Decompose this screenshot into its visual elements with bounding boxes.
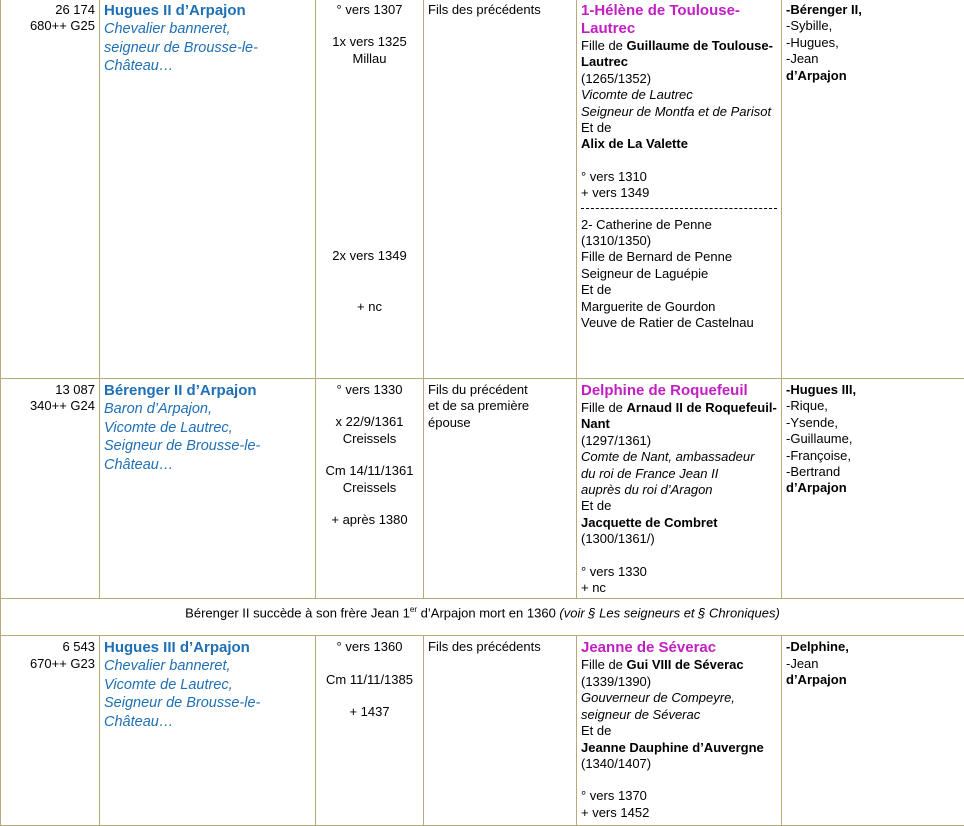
birth-date: ° vers 1360 (320, 639, 419, 655)
contract-date: Cm 11/11/1385 (320, 672, 419, 688)
person-cell (100, 379, 316, 599)
spouse-mother: Jacquette de Combret (581, 515, 777, 531)
note-cell: Bérenger II succède à son frère Jean 1er d’Arpajon mort en 1360 (voir § Les seigneurs et § Chroniques) (1, 599, 964, 636)
person-titles: Chevalier banneret, seigneur de Brousse-le- Château… (104, 20, 311, 76)
divider (581, 208, 777, 209)
table-row (1, 0, 964, 379)
person-titles: Chevalier banneret, Vicomte de Lautrec, Seigneur de Brousse-le- Château… (104, 657, 311, 731)
children-cell: -Bérenger II, -Sybille, -Hugues, -Jean d’Arpajon (782, 0, 964, 379)
generation-code: 680++ G25 (5, 18, 95, 34)
parents-cell: Fils du précédent et de sa première épouse (424, 379, 577, 599)
spouse-father: Guillaume de Toulouse-Lautrec (581, 38, 773, 69)
death-date: + après 1380 (320, 512, 419, 528)
spouse-birth: ° vers 1330 (581, 564, 777, 580)
spouse-father: Arnaud II de Roquefeuil-Nant (581, 400, 777, 431)
spouse-mother: Jeanne Dauphine d’Auvergne (581, 740, 764, 755)
person-cell (100, 0, 316, 379)
spouse-cell: 1-Hélène de Toulouse-Lautrec Fille de Guillaume de Toulouse-Lautrec (1265/1352) Vicomte de Lautrec Seigneur de Montfa et de Parisot Et de Alix de La Valette ° vers 1310 + vers 1349 2- Catherine de Penne (1310/1350) Fille de Bernard de Penne Seigneur de Laguépie Et de Marguerite de Gourdon Veuve de Ratier de Castelnau (577, 0, 782, 379)
sosa-number: 26 174 (5, 2, 95, 18)
spouse-name: 1-Hélène de Toulouse-Lautrec (581, 2, 777, 38)
sosa-cell (1, 636, 100, 826)
second-spouse: 2- Catherine de Penne (1310/1350) Fille de Bernard de Penne Seigneur de Laguépie Et de Marguerite de Gourdon Veuve de Ratier de Castelnau (581, 217, 777, 332)
contract-date: Cm 14/11/1361 (320, 463, 419, 479)
person-name: Hugues II d’Arpajon (104, 2, 311, 20)
spouse-mother: Alix de La Valette (581, 136, 777, 152)
children-cell: -Delphine, -Jean d’Arpajon (782, 636, 964, 826)
spouse-birth: ° vers 1370 (581, 788, 777, 804)
death-date: + 1437 (320, 704, 419, 720)
contract-place: Creissels (320, 480, 419, 496)
person-name: Bérenger II d’Arpajon (104, 382, 311, 400)
sosa-number: 6 543 (5, 639, 95, 655)
sosa-cell (1, 0, 100, 379)
dates-cell (316, 636, 424, 826)
spouse-birth: ° vers 1310 (581, 169, 777, 185)
person-titles: Baron d’Arpajon, Vicomte de Lautrec, Seigneur de Brousse-le- Château… (104, 400, 311, 474)
spouse-death: + nc (581, 580, 777, 596)
second-marriage-date: 2x vers 1349 (320, 248, 419, 264)
birth-date: ° vers 1330 (320, 382, 419, 398)
spouse-cell: Delphine de Roquefeuil Fille de Arnaud II de Roquefeuil-Nant (1297/1361) Comte de Nant, ambassadeur du roi de France Jean II auprès du roi d’Aragon Et de Jacquette de Combret (1300/1361/) ° vers 1330 + nc (577, 379, 782, 599)
spouse-death: + vers 1349 (581, 185, 777, 201)
dates-cell (316, 0, 424, 379)
spouse-cell: Jeanne de Séverac Fille de Gui VIII de Séverac (1339/1390) Gouverneur de Compeyre, seigneur de Séverac Et de Jeanne Dauphine d’Auvergne (1340/1407) ° vers 1370 + vers 1452 (577, 636, 782, 826)
marriage-date: x 22/9/1361 (320, 414, 419, 430)
spouse-name: Delphine de Roquefeuil (581, 382, 777, 400)
spouse-father: Gui VIII de Séverac (627, 657, 744, 672)
person-name: Hugues III d’Arpajon (104, 639, 311, 657)
marriage-place: Millau (320, 51, 419, 67)
spouse-name: Jeanne de Séverac (581, 639, 777, 657)
parents-cell: Fils des précédents (424, 0, 577, 379)
spouse-death: + vers 1452 (581, 805, 777, 821)
note-row (1, 599, 964, 636)
person-cell (100, 636, 316, 826)
sosa-cell (1, 379, 100, 599)
generation-code: 670++ G23 (5, 656, 95, 672)
sosa-number: 13 087 (5, 382, 95, 398)
children-cell: -Hugues III, -Rique, -Ysende, -Guillaume, -Françoise, -Bertrand d’Arpajon (782, 379, 964, 599)
table-row (1, 636, 964, 826)
dates-cell (316, 379, 424, 599)
marriage-date: 1x vers 1325 (320, 34, 419, 50)
generation-code: 340++ G24 (5, 398, 95, 414)
parents-cell: Fils des précédents (424, 636, 577, 826)
death-date: + nc (320, 299, 419, 315)
marriage-place: Creissels (320, 431, 419, 447)
birth-date: ° vers 1307 (320, 2, 419, 18)
table-row (1, 379, 964, 599)
